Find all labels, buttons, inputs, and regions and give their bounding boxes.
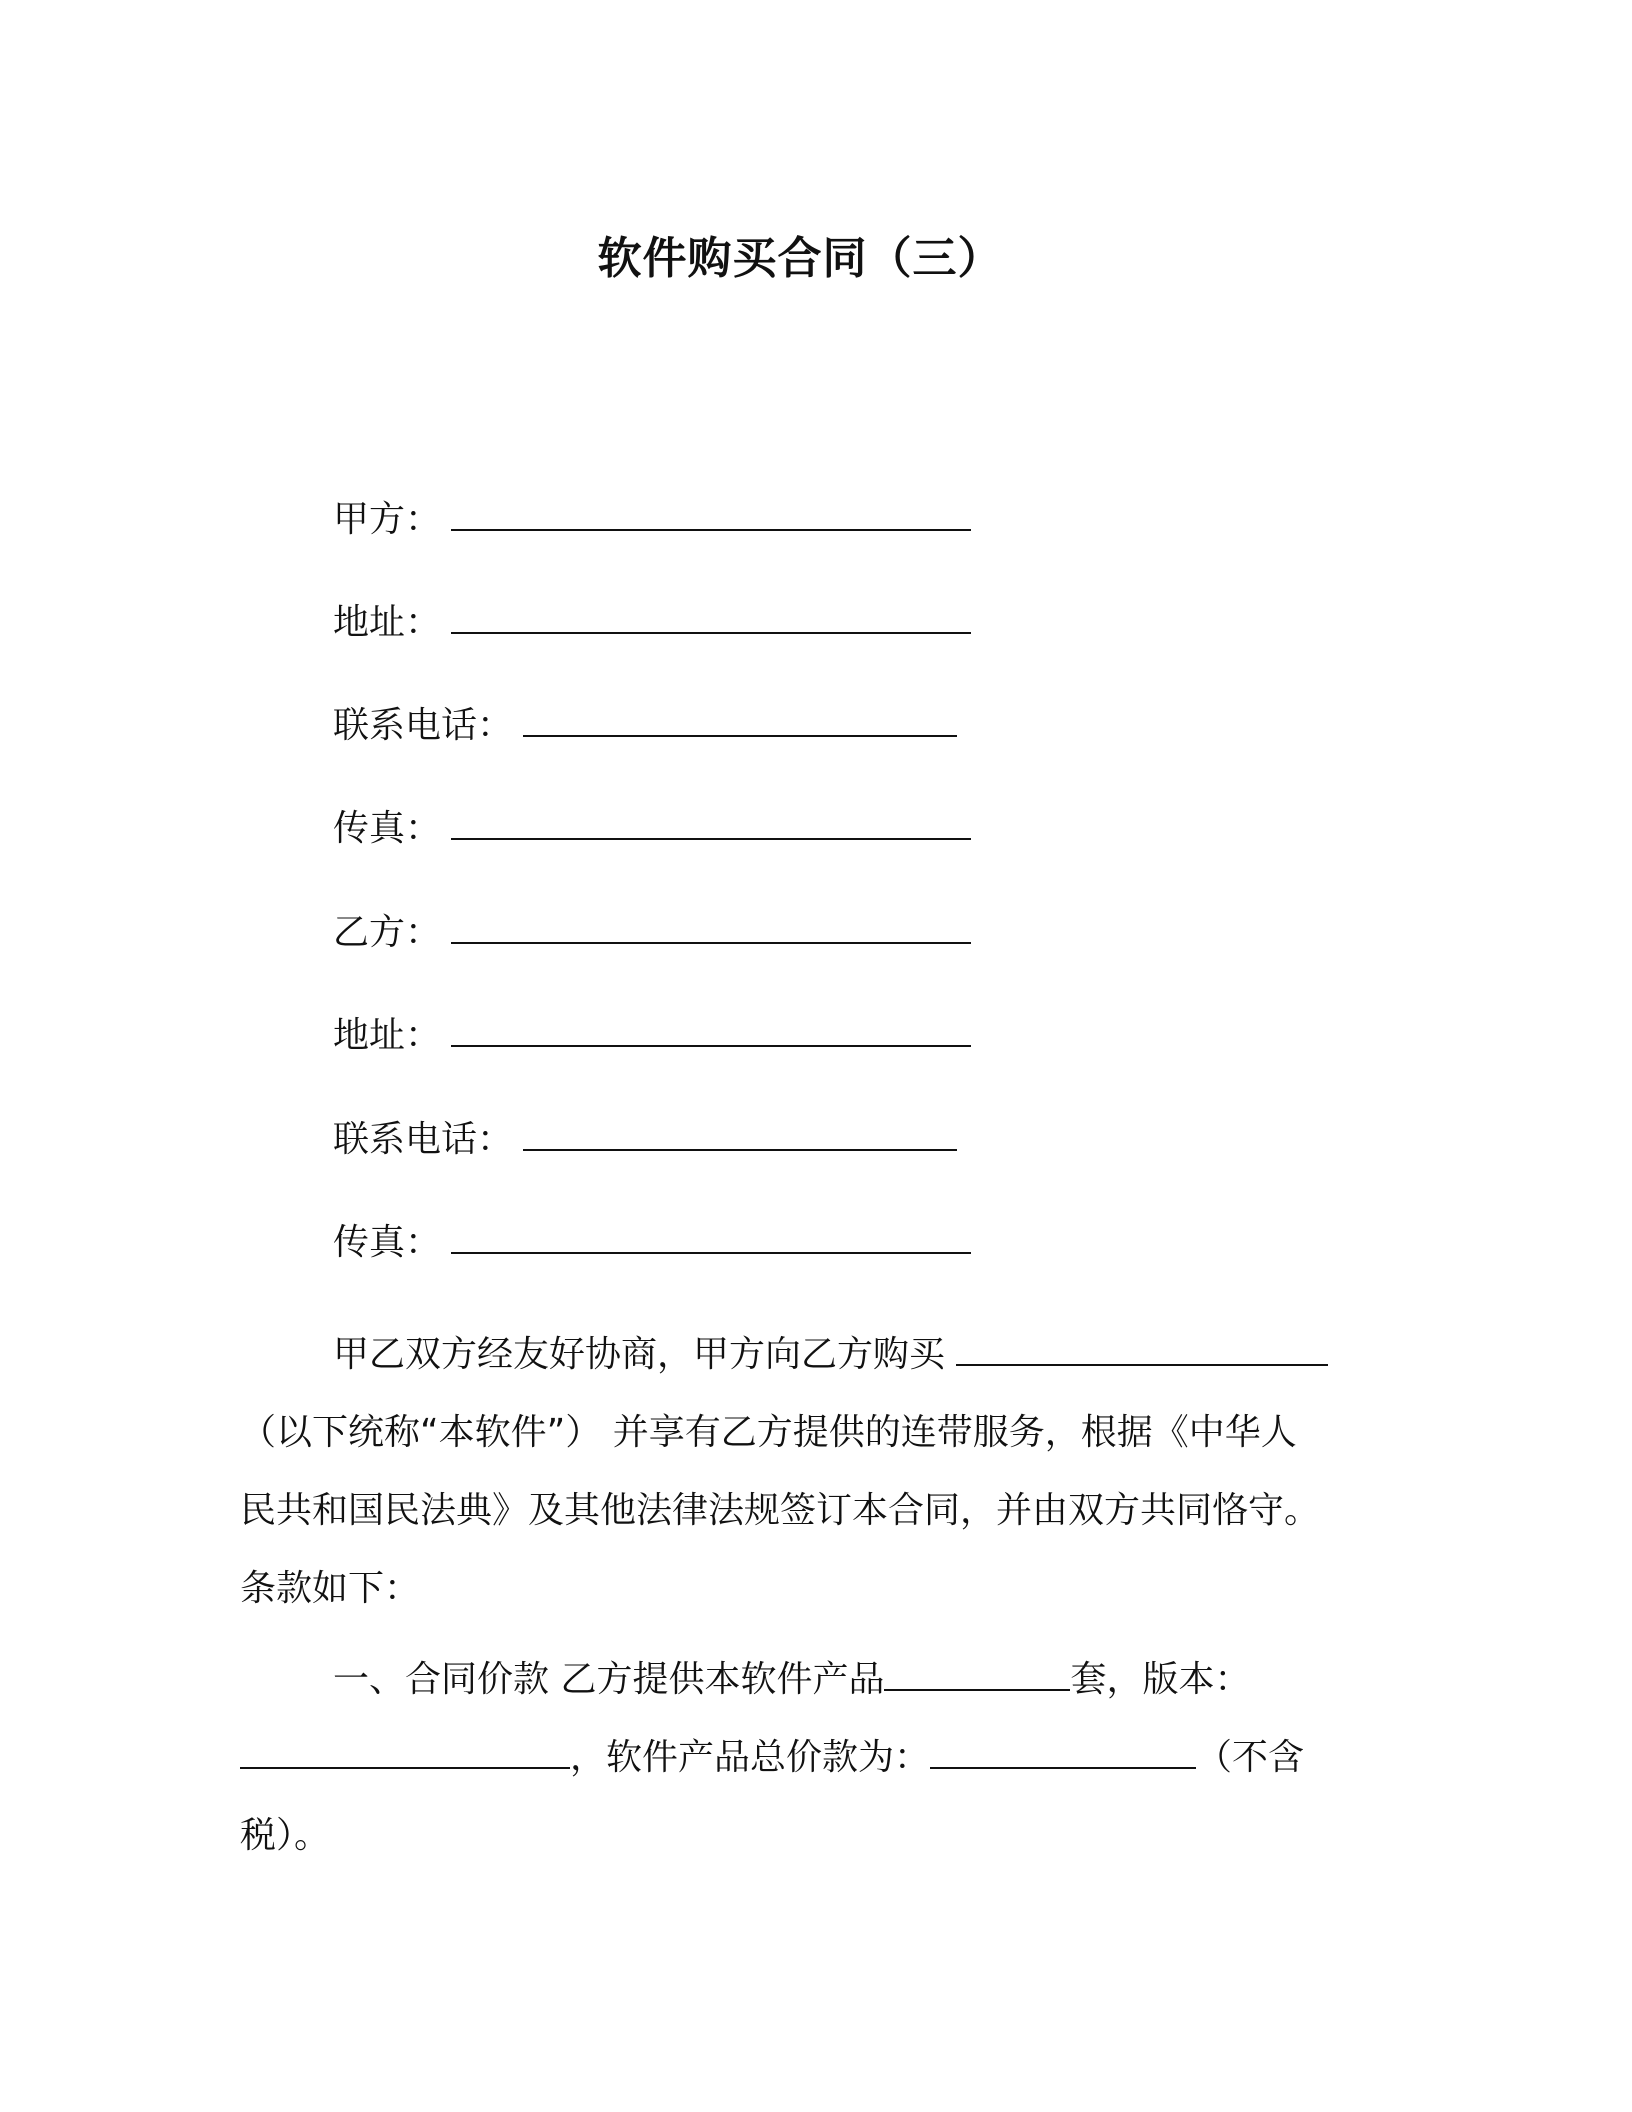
party-b-address-blank[interactable] [451, 1011, 971, 1047]
party-b-fax-blank[interactable] [451, 1218, 971, 1254]
quantity-blank[interactable] [884, 1655, 1070, 1691]
party-b-phone-blank[interactable] [523, 1115, 957, 1151]
clause-1-text-3: ，软件产品总价款为： [570, 1737, 931, 1778]
party-a-fax-blank[interactable] [451, 804, 971, 840]
clause-1-line-1 [240, 1641, 1362, 1719]
clause-1-text-1: 一、合同价款 乙方提供本软件产品 [333, 1659, 885, 1700]
clause-1-line-3: 税）。 [240, 1815, 331, 1856]
party-a-phone-blank[interactable] [523, 701, 957, 737]
document-title: 软件购买合同（三） [597, 233, 1003, 284]
clause-1-line-2 [240, 1719, 1362, 1797]
party-a-phone-label: 联系电话： [333, 705, 514, 746]
intro-paragraph [240, 1316, 1362, 1628]
intro-line-4: 条款如下： [240, 1568, 421, 1609]
party-b-fax-label: 传真： [333, 1222, 442, 1263]
party-a-name-blank[interactable] [451, 495, 971, 531]
party-a-address-field [333, 598, 971, 648]
party-b-phone-field [333, 1115, 957, 1165]
party-b-fax-field [333, 1218, 971, 1268]
software-name-blank[interactable] [956, 1330, 1328, 1366]
clause-1-text-2: 套，版本： [1070, 1659, 1251, 1700]
party-b-name-blank[interactable] [451, 908, 971, 944]
party-b-phone-label: 联系电话： [333, 1119, 514, 1160]
total-price-blank[interactable] [930, 1733, 1196, 1769]
party-a-phone-field [333, 701, 957, 751]
party-a-name-field [333, 495, 971, 545]
party-a-address-label: 地址： [333, 602, 442, 643]
party-a-fax-field [333, 804, 971, 854]
party-b-name-field [333, 908, 971, 958]
intro-line-3: 民共和国民法典》及其他法律法规签订本合同，并由双方共同恪守。 [240, 1490, 1321, 1531]
party-a-address-blank[interactable] [451, 598, 971, 634]
party-b-name-label: 乙方： [333, 912, 442, 953]
version-blank[interactable] [240, 1733, 570, 1769]
party-b-address-field [333, 1011, 971, 1061]
clause-1-paragraph [240, 1641, 1362, 1875]
party-a-fax-label: 传真： [333, 808, 442, 849]
party-a-name-label: 甲方： [333, 499, 442, 540]
intro-line-2: （以下统称“本软件”） 并享有乙方提供的连带服务，根据《中华人 [240, 1412, 1297, 1453]
clause-1-text-4: （不含 [1196, 1737, 1305, 1778]
party-b-address-label: 地址： [333, 1015, 442, 1056]
intro-line-1 [240, 1316, 1362, 1394]
intro-text-1: 甲乙双方经友好协商，甲方向乙方购买 [333, 1334, 946, 1375]
